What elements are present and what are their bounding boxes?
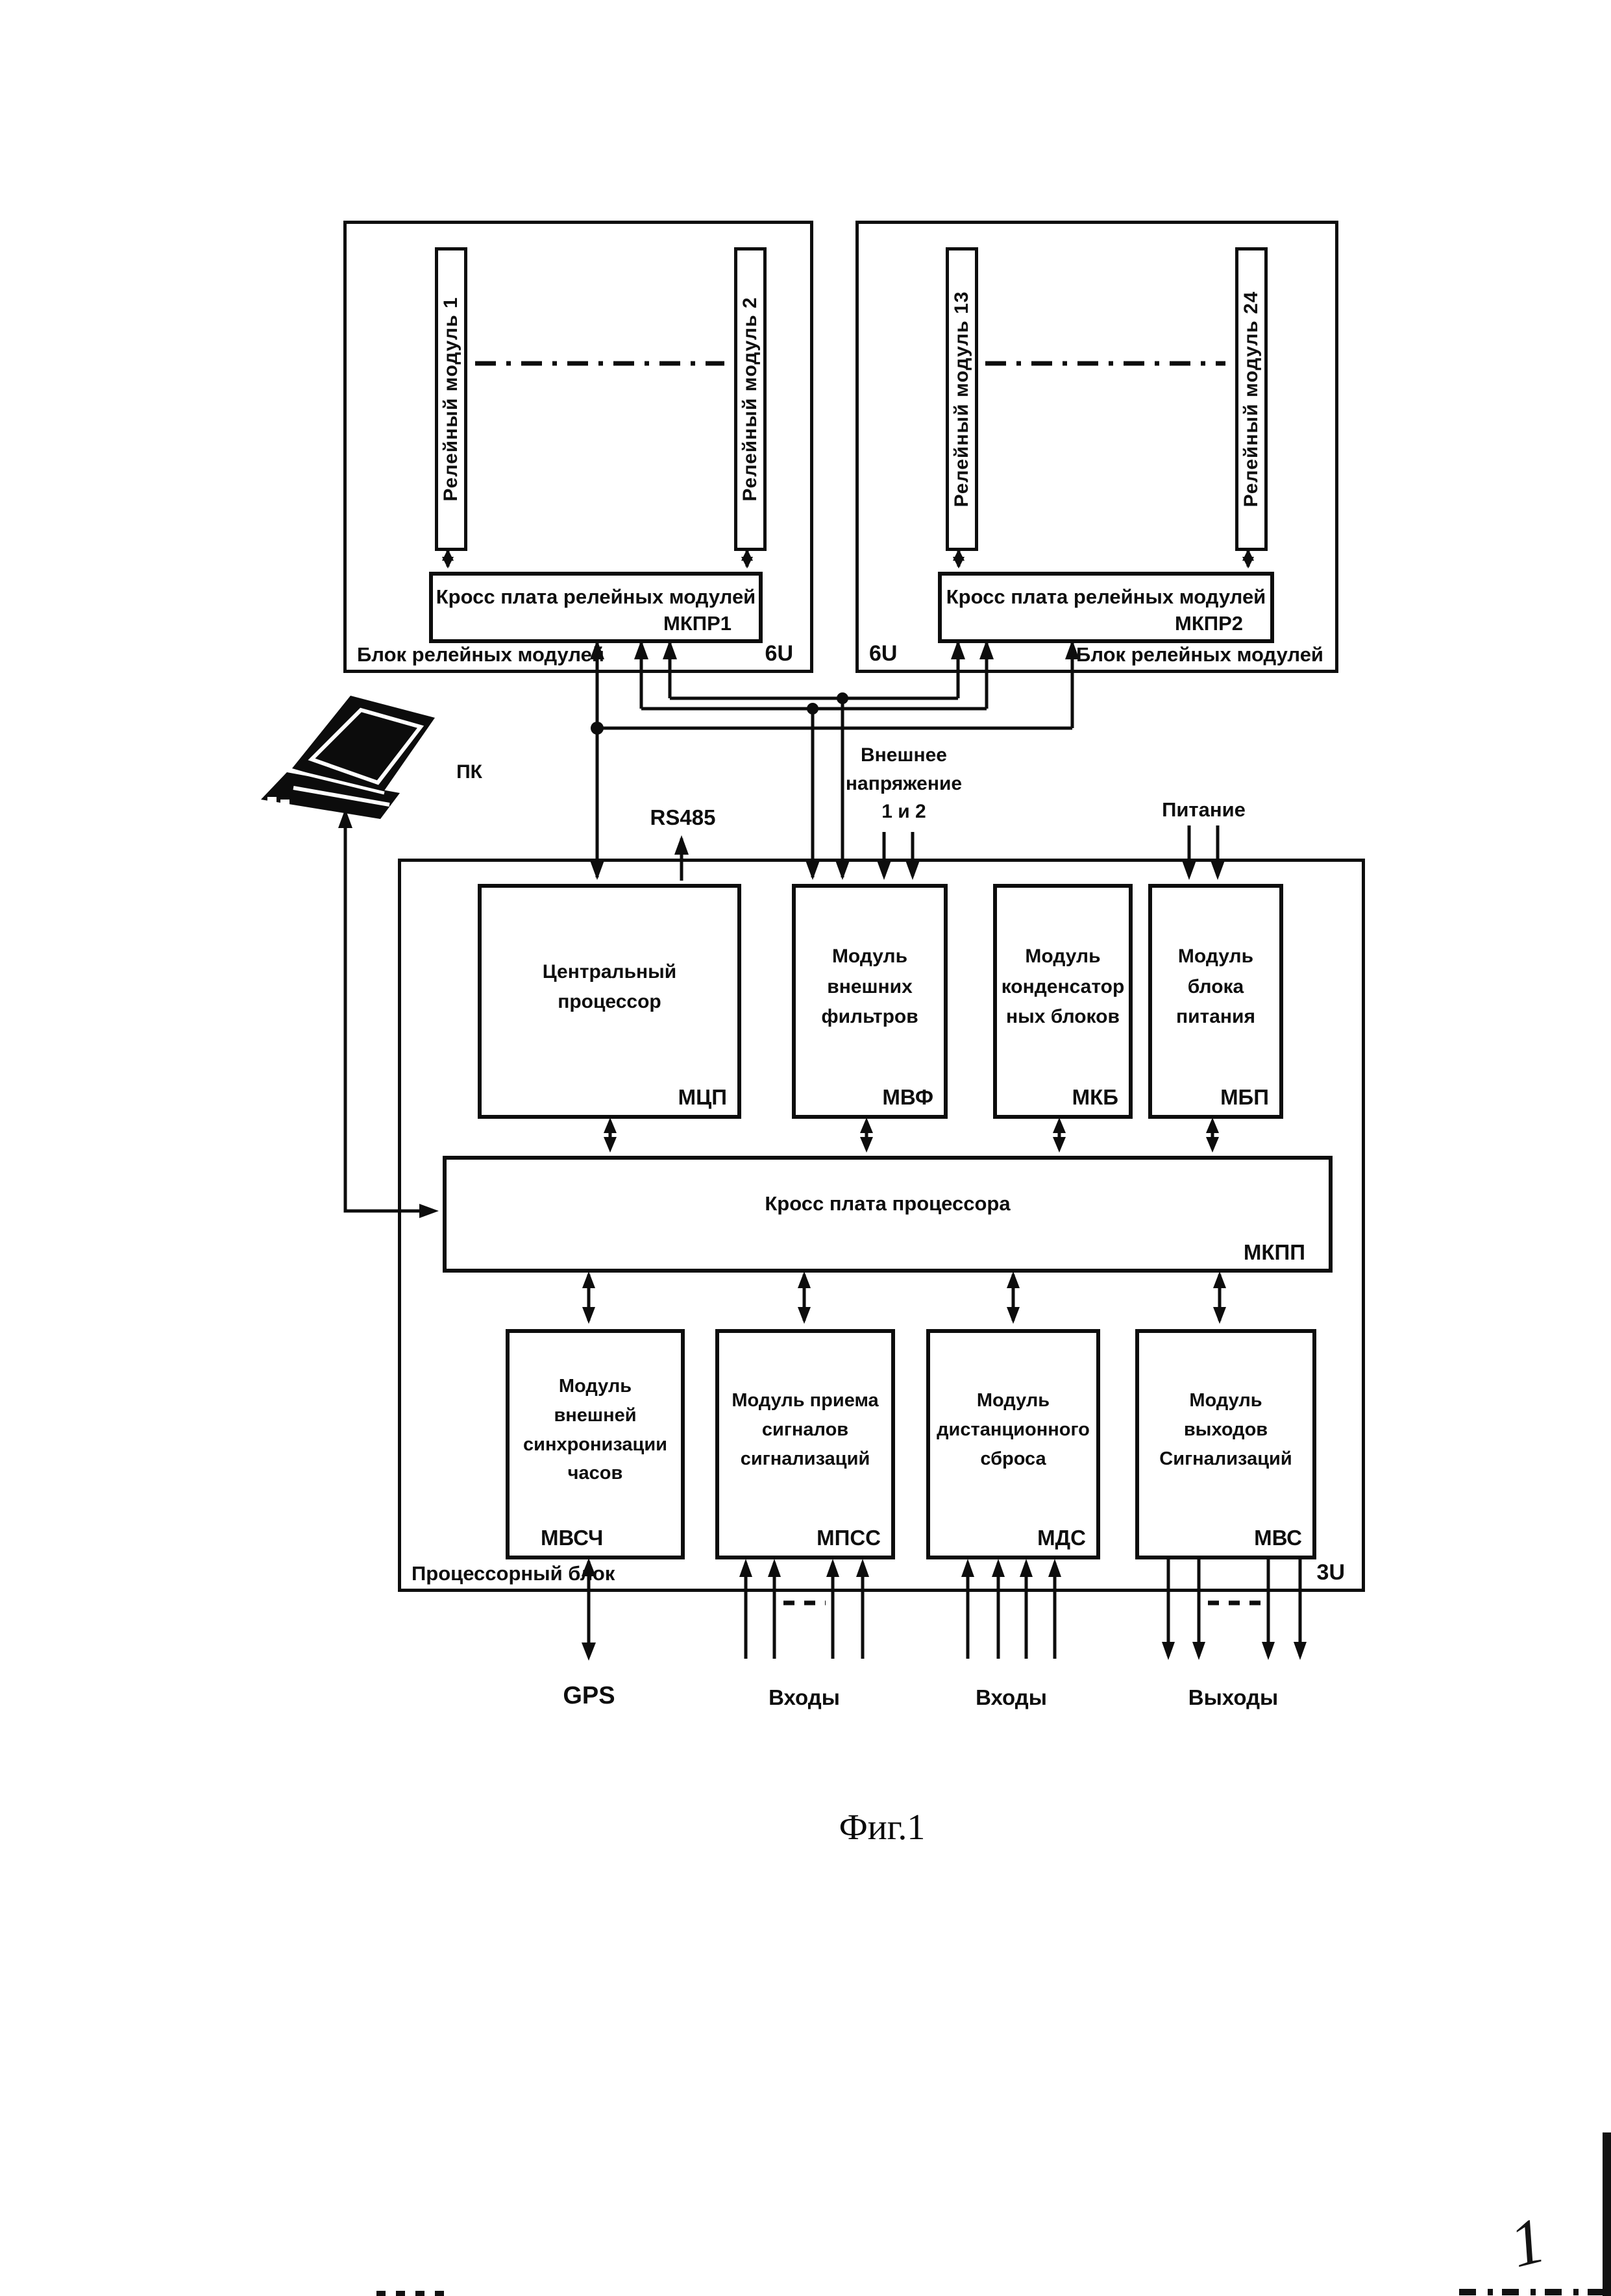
inputs-label-mpss: Входы xyxy=(769,1685,840,1709)
relay-block-1-name: Блок релейных модулей xyxy=(357,643,604,666)
relay-module-13-label: Релейный модуль 13 xyxy=(951,291,972,507)
cross-plate-mkpr1-code: МКПР1 xyxy=(663,612,732,635)
scan-artifact xyxy=(376,2132,1611,2296)
module-mcp-code: МЦП xyxy=(678,1085,727,1109)
relay-module-13-box xyxy=(946,247,978,551)
cross-plate-mkpr1-label: Кросс плата релейных модулей xyxy=(436,585,756,608)
power-label: Питание xyxy=(1162,798,1246,821)
cross-plate-mkpr2 xyxy=(938,572,1274,643)
processor-block xyxy=(398,859,1365,1592)
module-mvf-code: МВФ xyxy=(882,1085,933,1109)
relay-module-24-box xyxy=(1235,247,1268,551)
cross-plate-mkpr1 xyxy=(429,572,763,643)
module-mvf xyxy=(792,884,948,1119)
relay-module-1-box xyxy=(435,247,467,551)
cross-plate-mkpr2-label: Кросс плата релейных модулей xyxy=(946,585,1266,608)
module-mds-label: Модуль дистанционного сброса xyxy=(937,1390,1090,1469)
module-mbp xyxy=(1148,884,1283,1119)
module-mcp-label: Центральный процессор xyxy=(542,960,677,1012)
relay-block-2-name: Блок релейных модулей xyxy=(1076,643,1323,666)
rs485-label: RS485 xyxy=(650,805,716,829)
handwritten-page-number: 1 xyxy=(1503,2203,1552,2282)
relay-block-2 xyxy=(855,221,1338,673)
module-mvs-label: Модуль выходов Сигнализаций xyxy=(1159,1390,1292,1469)
module-mvsch xyxy=(506,1329,685,1559)
module-mkb xyxy=(993,884,1133,1119)
inputs-label-mds: Входы xyxy=(976,1685,1047,1709)
module-mds xyxy=(926,1329,1100,1559)
module-mvsch-code: МВСЧ xyxy=(541,1526,604,1550)
relay-module-24-label: Релейный модуль 24 xyxy=(1240,291,1262,507)
relay-module-2-box xyxy=(734,247,767,551)
module-mvs-code: МВС xyxy=(1254,1526,1302,1550)
cross-plate-mkpr2-code: МКПР2 xyxy=(1175,612,1243,635)
module-mds-code: МДС xyxy=(1037,1526,1086,1550)
module-mpss-code: МПСС xyxy=(817,1526,881,1550)
module-mkb-code: МКБ xyxy=(1072,1085,1118,1109)
ext-voltage-label: Внешнее напряжение 1 и 2 xyxy=(845,744,963,822)
relay-block-1-size: 6U xyxy=(765,641,793,666)
module-mpss xyxy=(715,1329,895,1559)
relay-block-1 xyxy=(343,221,813,673)
laptop-icon xyxy=(261,696,435,819)
processor-block-size: 3U xyxy=(1316,1560,1345,1585)
relay-module-1-label: Релейный модуль 1 xyxy=(440,297,461,502)
module-mbp-code: МБП xyxy=(1220,1085,1269,1109)
pc-label: ПК xyxy=(456,761,482,783)
gps-label: GPS xyxy=(563,1682,615,1709)
outputs-label-mvs: Выходы xyxy=(1188,1685,1279,1709)
module-mcp xyxy=(478,884,741,1119)
cross-plate-mkpp-code: МКПП xyxy=(1243,1240,1305,1264)
module-mpss-label: Модуль приема сигналов сигнализаций xyxy=(732,1390,879,1469)
cross-plate-mkpp-label: Кросс плата процессора xyxy=(765,1192,1011,1215)
module-mbp-label: Модуль блока питания xyxy=(1175,946,1255,1028)
module-mvs xyxy=(1135,1329,1316,1559)
relay-block-2-size: 6U xyxy=(869,641,898,666)
module-mkb-label: Модуль конденсатор ных блоков xyxy=(1001,946,1125,1028)
module-mvf-label: Модуль внешних фильтров xyxy=(821,946,918,1028)
relay-module-2-label: Релейный модуль 2 xyxy=(739,297,761,502)
cross-plate-mkpp xyxy=(443,1156,1333,1273)
module-mvsch-label: Модуль внешней синхронизации часов xyxy=(523,1375,668,1484)
processor-block-name: Процессорный блок xyxy=(412,1562,615,1585)
figure-caption: Фиг.1 xyxy=(839,1807,926,1848)
